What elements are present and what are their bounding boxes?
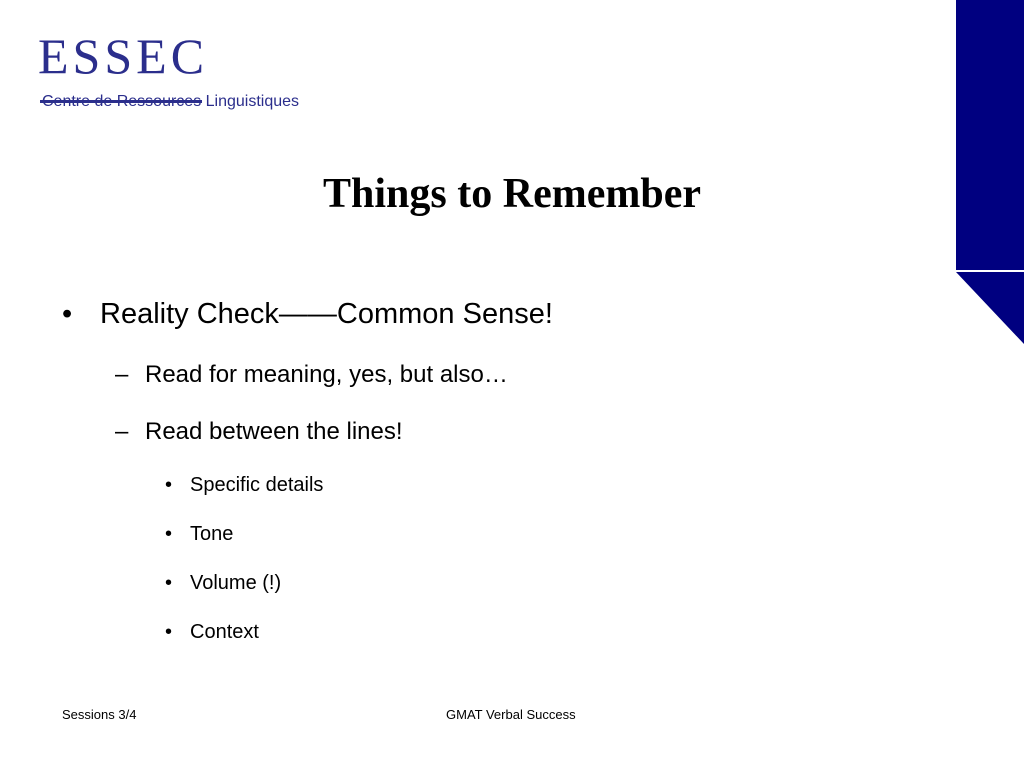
bullet-marker: •: [165, 621, 173, 643]
bullet-marker: •: [62, 298, 73, 330]
slide-title: Things to Remember: [323, 171, 701, 217]
bullet-marker: •: [165, 572, 173, 594]
footer-course-title: GMAT Verbal Success: [446, 707, 576, 722]
bullet-text: Reality Check——Common Sense!: [100, 298, 553, 330]
bullet-level1: [62, 296, 662, 332]
logo-wordmark: ESSEC: [38, 28, 209, 84]
bullet-text: Volume (!): [190, 572, 282, 594]
bullet-text: Specific details: [190, 474, 324, 496]
bullet-text: Read for meaning, yes, but also…: [145, 361, 508, 388]
bullet-level2: [115, 417, 615, 447]
logo-subtitle: Centre de Ressources Linguistiques: [42, 93, 300, 110]
decorative-triangle: [956, 272, 1024, 344]
bullet-level3: [165, 521, 465, 547]
bullet-marker: •: [165, 474, 173, 496]
footer-session: Sessions 3/4: [62, 707, 137, 722]
bullet-text: Context: [190, 621, 259, 643]
bullet-level3: [165, 619, 465, 645]
dash-marker: –: [115, 418, 129, 445]
essec-logo: [38, 28, 328, 120]
bullet-marker: •: [165, 523, 173, 545]
decorative-band: [956, 0, 1024, 270]
bullet-level2: [115, 360, 615, 390]
bullet-level3: [165, 570, 465, 596]
bullet-level3: [165, 472, 465, 498]
dash-marker: –: [115, 361, 129, 388]
bullet-text: Tone: [190, 523, 234, 545]
bullet-text: Read between the lines!: [145, 418, 403, 445]
